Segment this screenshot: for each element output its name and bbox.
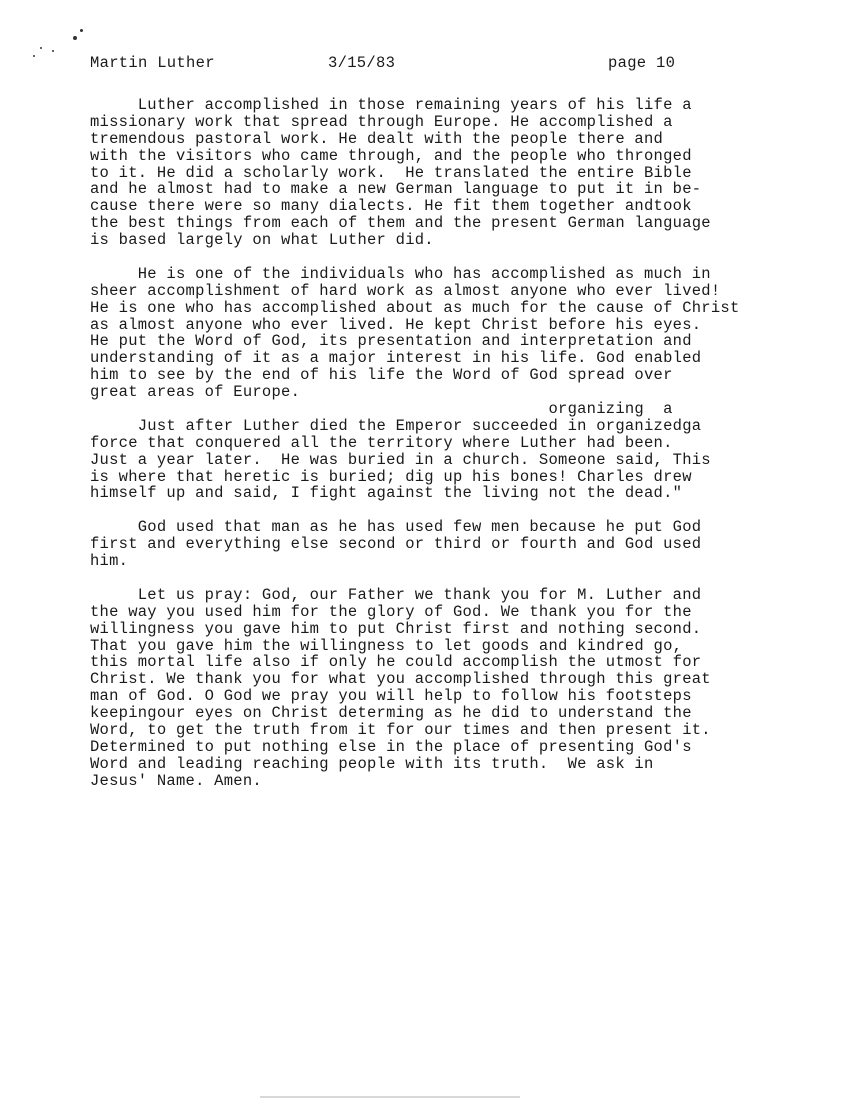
speck (52, 50, 54, 52)
header-page-number: page 10 (608, 54, 676, 72)
text-line: cause there were so many dialects. He fit them together andtook (90, 197, 692, 216)
text-line: Just after Luther died the Emperor succeeded in organizedga (90, 416, 702, 435)
text-line: Determined to put nothing else in the place of presenting God's (90, 737, 692, 756)
text-line: Jesus' Name. Amen. (90, 771, 262, 790)
text-line: him. (90, 552, 129, 571)
text-line: and he almost had to make a new German language to put it in be- (90, 180, 702, 199)
text-line: He is one of the individuals who has accomplished as much in (90, 264, 711, 283)
text-line: He put the Word of God, its presentation and interpretation and (90, 332, 692, 351)
text-line: organizing a (90, 400, 673, 419)
text-line: with the visitors who came through, and the people who thronged (90, 146, 692, 165)
text-line: man of God. O God we pray you will help to follow his footsteps (90, 687, 692, 706)
text-line: great areas of Europe. (90, 383, 301, 402)
text-line: willingness you gave him to put Christ first and nothing second. (90, 619, 702, 638)
text-line: God used that man as he has used few men because he put God (90, 518, 702, 537)
text-line: sheer accomplishment of hard work as almost anyone who ever lived! (90, 281, 721, 300)
text-line: Let us pray: God, our Father we thank you for M. Luther and (90, 585, 702, 604)
text-line: to it. He did a scholarly work. He translated the entire Bible (90, 163, 692, 182)
text-line: is where that heretic is buried; dig up his bones! Charles drew (90, 467, 692, 486)
header-date: 3/15/83 (328, 54, 396, 72)
speck (33, 55, 35, 57)
text-line: That you gave him the willingness to let goods and kindred go, (90, 636, 683, 655)
text-line: Just a year later. He was buried in a church. Someone said, This (90, 450, 711, 469)
text-line: force that conquered all the territory where Luther had been. (90, 433, 673, 452)
text-line: Christ. We thank you for what you accomplished through this great (90, 670, 711, 689)
text-line: himself up and said, I fight against the living not the dead." (90, 484, 683, 503)
text-line: as almost anyone who ever lived. He kept Christ before his eyes. (90, 315, 702, 334)
text-line: He is one who has accomplished about as much for the cause of Christ (90, 298, 740, 317)
paragraph-gap (90, 249, 810, 266)
paragraph-gap (90, 502, 810, 519)
text-line: this mortal life also if only he could accomplish the utmost for (90, 653, 702, 672)
document-body (90, 97, 810, 790)
speck (73, 36, 77, 40)
paragraph-gap (90, 570, 810, 587)
text-line: keepingour eyes on Christ determing as he did to understand the (90, 704, 692, 723)
scan-edge-artifact (260, 1096, 520, 1098)
text-line: Word, to get the truth from it for our times and then present it. (90, 720, 711, 739)
text-line: him to see by the end of his life the Word of God spread over (90, 366, 673, 385)
text-line: the best things from each of them and the present German language (90, 214, 711, 233)
text-line: Luther accomplished in those remaining years of his life a (90, 96, 692, 114)
text-line: Word and leading reaching people with its truth. We ask in (90, 754, 654, 773)
text-line: missionary work that spread through Europe. He accomplished a (90, 112, 673, 131)
text-line: the way you used him for the glory of God. We thank you for the (90, 602, 692, 621)
text-line: first and everything else second or third or fourth and God used (90, 535, 702, 554)
page-header (90, 54, 790, 74)
speck (40, 47, 42, 49)
text-line: understanding of it as a major interest in his life. God enabled (90, 349, 702, 368)
text-line: tremendous pastoral work. He dealt with the people there and (90, 129, 664, 148)
speck (80, 29, 83, 32)
text-line: is based largely on what Luther did. (90, 231, 434, 250)
header-title: Martin Luther (90, 54, 215, 72)
